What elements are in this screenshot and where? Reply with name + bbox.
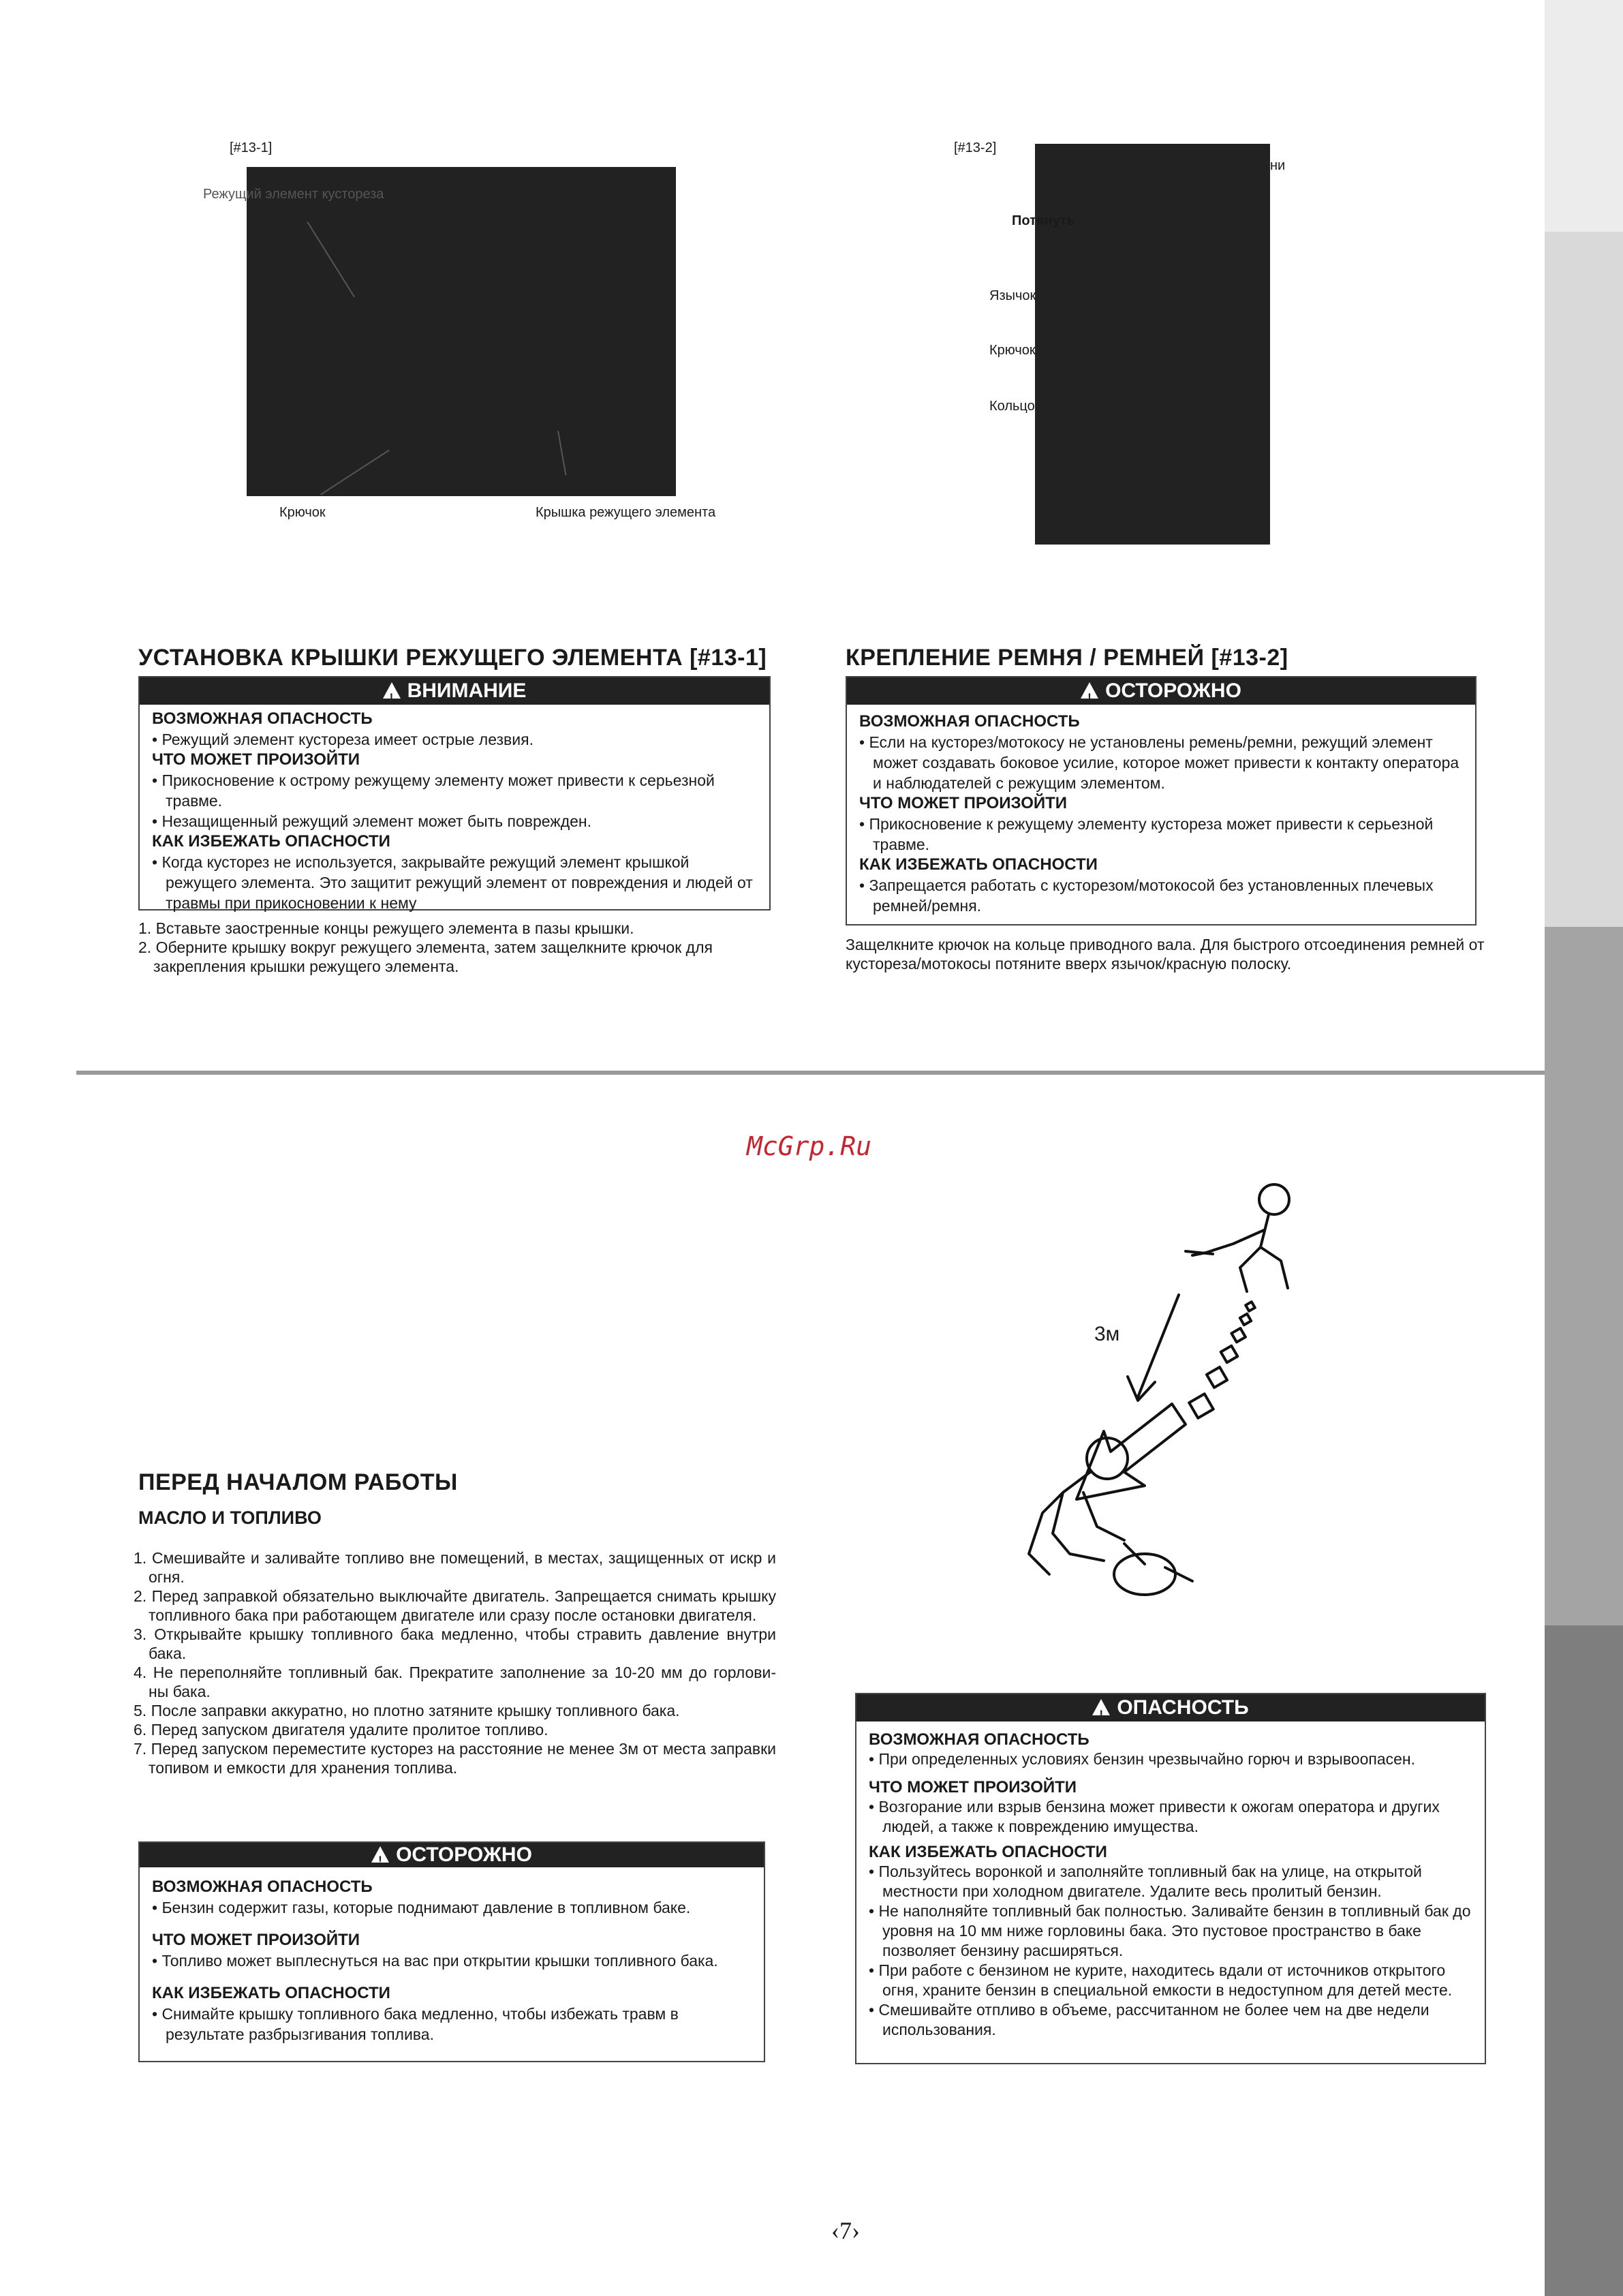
warning-icon [371, 1846, 389, 1863]
watermark: McGrp.Ru [747, 1131, 872, 1161]
caution-box [846, 676, 1477, 925]
box-header [856, 1694, 1485, 1721]
engine [1114, 1554, 1175, 1595]
what-heading: ЧТО МОЖЕТ ПРОИЗОЙТИ [152, 1931, 360, 1949]
section-title: КРЕПЛЕНИЕ РЕМНЯ / РЕМНЕЙ [#13-2] [846, 645, 1288, 671]
instructions [138, 919, 752, 976]
what-item: • Прикосновение к режущему элементу кустореза может привести к серьезной травме. [859, 815, 1434, 853]
distance-arrow [1128, 1295, 1179, 1400]
box-header [140, 677, 769, 705]
side-tab-1 [1545, 0, 1623, 232]
section-title: ПЕРЕД НАЧАЛОМ РАБОТЫ [138, 1469, 458, 1495]
warning-icon [1092, 1699, 1110, 1715]
box-title: ОСТОРОЖНО [396, 1843, 532, 1866]
side-tab-4 [1545, 1625, 1623, 2296]
fuel-steps [134, 1548, 776, 1777]
figure-label: [#13-2] [954, 140, 997, 155]
callout-cover: Крышка режущего элемента [536, 505, 716, 520]
step-item: 1. Смешивайте и заливайте топливо вне помещений, в местах, защищенных от искр и огня. [134, 1549, 776, 1586]
callout-tongue: Язычок [989, 288, 1036, 303]
hazard-heading: ВОЗМОЖНАЯ ОПАСНОСТЬ [869, 1730, 1089, 1749]
what-heading: ЧТО МОЖЕТ ПРОИЗОЙТИ [859, 794, 1068, 812]
avoid-item: • Пользуйтесь воронкой и заполняйте топливный бак на улице, на открытой местности при холодном двигателе. Удалите весь пролитый бензин. [869, 1863, 1422, 1900]
step-item: 6. Перед запуском двигателя удалите пролитое топливо. [134, 1721, 548, 1739]
figure-label: [#13-1] [230, 140, 273, 155]
fuel-can [1124, 1544, 1192, 1581]
warning-icon [1081, 682, 1098, 699]
what-item: • Незащищенный режущий элемент может быть поврежден. [152, 812, 591, 830]
step-item: 2. Оберните крышку вокруг режущего элемента, затем защелкните крючок для закрепления крышки режущего элемента. [138, 938, 713, 975]
avoid-item: • При работе с бензином не курите, находитесь вдали от источников открытого огня, храните бензин в специальной емкости в недоступном для детей месте. [869, 1961, 1453, 1999]
avoid-heading: КАК ИЗБЕЖАТЬ ОПАСНОСТИ [152, 1984, 390, 2002]
refueling-distance-illustration [988, 1172, 1356, 1615]
callout-hook: Крючок [279, 505, 326, 520]
section-subtitle: МАСЛО И ТОПЛИВО [138, 1507, 322, 1528]
caution-box [138, 1841, 765, 2062]
figure-image [1035, 144, 1270, 545]
what-item: • Топливо может выплеснуться на вас при открытии крышки топливного бака. [152, 1952, 718, 1970]
callout-ring: Кольцо [989, 399, 1035, 414]
hazard-heading: ВОЗМОЖНАЯ ОПАСНОСТЬ [859, 712, 1080, 731]
step-item: 1. Вставьте заостренные концы режущего элемента в пазы крышки. [138, 919, 634, 937]
box-title: ВНИМАНИЕ [407, 679, 527, 702]
callout-blade: Режущий элемент кустореза [203, 187, 384, 202]
hazard-heading: ВОЗМОЖНАЯ ОПАСНОСТЬ [152, 709, 373, 728]
side-tab-3 [1545, 927, 1623, 1625]
callout-pull: Потянуть [1012, 213, 1076, 228]
figure-image [247, 167, 676, 496]
callout-top: ни [1270, 158, 1286, 173]
callout-hook: Крючок [989, 343, 1036, 358]
avoid-item: • Не наполняйте топливный бак полностью. Заливайте бензин в топливный бак до уровня на 10 мм ниже горловины бака. Это пустовое пространство в баке позволяет бензину расширяться. [869, 1902, 1471, 1959]
hazard-item: • Бензин содержит газы, которые поднимают давление в топливном баке. [152, 1899, 691, 1916]
what-item: • Прикосновение к острому режущему элементу может привести к серьезной травме. [152, 771, 715, 810]
avoid-item: • Когда кусторез не используется, закрывайте режущий элемент крышкой режущего элемента. Это защитит режущий элемент от повреждения и людей от травмы при прикосновении к нему [152, 853, 753, 912]
box-title: ОСТОРОЖНО [1105, 679, 1241, 702]
side-tab-2 [1545, 232, 1623, 927]
hazard-item: • Режущий элемент кустореза имеет острые лезвия. [152, 731, 534, 748]
step-item: 7. Перед запуском переместите кусторез на расстояние не менее 3м от места заправки топивом и емкости для хранения топлива. [134, 1740, 776, 1777]
step-item: 3. Открывайте крышку топливного бака медленно, чтобы стравить давление внутри бака. [134, 1625, 776, 1662]
caution-box [138, 676, 771, 910]
page-number: ‹7› [831, 2217, 860, 2244]
step-item: 2. Перед заправкой обязательно выключайте двигатель. Запрещается снимать крышку топливного бака при работающем двигателе или сразу после остановки двигателя. [134, 1587, 776, 1624]
strap-note: Защелкните крючок на кольце приводного вала. Для быстрого отсоединения ремней от кустореза/мотокосы потяните вверх язычок/красную полоску. [846, 936, 1485, 973]
step-item: 4. Не переполняйте топливный бак. Прекратите заполнение за 10-20 мм до горлови- ны бака. [134, 1664, 776, 1700]
avoid-item: • Смешивайте отпливо в объеме, рассчитанном не более чем на две недели использования. [869, 2001, 1429, 2038]
hollow-arrow [1077, 1404, 1186, 1499]
page-divider [76, 1071, 1545, 1075]
warning-icon [383, 682, 401, 699]
distance-label: 3м [1094, 1323, 1120, 1345]
avoid-item: • Снимайте крышку топливного бака медленно, чтобы избежать травм в результате разбрызгивания топлива. [152, 2005, 679, 2043]
avoid-heading: КАК ИЗБЕЖАТЬ ОПАСНОСТИ [859, 855, 1098, 874]
avoid-heading: КАК ИЗБЕЖАТЬ ОПАСНОСТИ [869, 1843, 1107, 1861]
hazard-item: • Если на кусторез/мотокосу не установлены ремень/ремни, режущий элемент может создавать боковое усилие, которое может привести к контакту оператора и наблюдателей с режущим элементом. [859, 733, 1459, 792]
refueler-body [1029, 1472, 1124, 1574]
operator-body [1206, 1214, 1288, 1291]
avoid-item: • Запрещается работать с кусторезом/мотокосой без установленных плечевых ремней/ремня. [859, 876, 1434, 915]
step-item: 5. После заправки аккуратно, но плотно затяните крышку топливного бака. [134, 1702, 680, 1719]
danger-box [855, 1693, 1486, 2064]
box-header [140, 1843, 764, 1867]
box-title: ОПАСНОСТЬ [1117, 1696, 1249, 1719]
box-header [847, 677, 1475, 705]
what-heading: ЧТО МОЖЕТ ПРОИЗОЙТИ [152, 750, 360, 769]
hazard-item: • При определенных условиях бензин чрезвычайно горюч и взрывоопасен. [869, 1750, 1416, 1768]
hazard-heading: ВОЗМОЖНАЯ ОПАСНОСТЬ [152, 1878, 373, 1896]
what-heading: ЧТО МОЖЕТ ПРОИЗОЙТИ [869, 1778, 1077, 1796]
what-item: • Возгорание или взрыв бензина может привести к ожогам оператора и других людей, а также к повреждению имущества. [869, 1798, 1440, 1835]
section-title: УСТАНОВКА КРЫШКИ РЕЖУЩЕГО ЭЛЕМЕНТА [#13-1] [138, 645, 767, 671]
avoid-heading: КАК ИЗБЕЖАТЬ ОПАСНОСТИ [152, 832, 390, 851]
operator-head [1259, 1184, 1289, 1214]
